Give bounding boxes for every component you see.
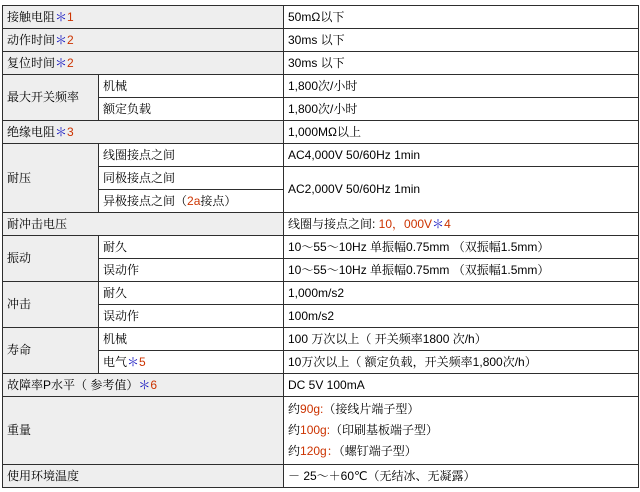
spec-name-cell [3,144,99,213]
text-segment: － 25～＋60℃（无结冰、无凝露） [288,468,476,483]
text-segment: 机械 [103,78,128,93]
text-segment: ＊ [55,124,68,139]
text-segment: ＊ [432,216,445,231]
text-segment: 10，000V [378,216,433,231]
spec-subname-cell [99,190,284,213]
spec-value-cell [284,98,639,121]
text-segment: 100 万次以上（ 开关频率1800 次/h） [288,331,487,346]
spec-name-cell [3,374,284,397]
spec-value-cell [284,397,639,465]
text-segment: （印刷基板端子型） [330,423,439,437]
spec-value-cell [284,305,639,328]
text-segment: 振动 [7,251,32,265]
spec-row-3 [3,75,639,98]
spec-subname-cell [99,259,284,282]
spec-value-cell [284,465,639,488]
spec-subname-cell [99,98,284,121]
spec-value-cell [284,374,639,397]
spec-value-cell [284,29,639,52]
spec-row-14 [3,328,639,351]
text-segment: 故障率P水平（ 参考值） [7,377,139,392]
spec-value-cell [284,351,639,374]
text-segment: 50mΩ以下 [288,9,345,24]
spec-row-7 [3,167,639,190]
text-segment: 3 [67,124,74,139]
text-segment: 1,800次/小时 [288,78,358,93]
text-segment: 误动作 [103,262,140,277]
spec-row-11 [3,259,639,282]
spec-value-cell [284,121,639,144]
text-segment: 10～55～10Hz 单振幅0.75mm （双振幅1.5mm） [288,239,550,254]
text-segment: 30ms 以下 [288,32,345,47]
spec-value-cell [284,282,639,305]
spec-value-cell [284,75,639,98]
text-segment: 30ms 以下 [288,55,345,70]
spec-row-4 [3,98,639,121]
text-segment: 接点） [200,193,237,208]
text-segment: 耐压 [7,170,32,185]
text-segment: 线圈与接点之间: [288,216,379,231]
text-segment: 100m/s2 [288,308,335,323]
spec-name-cell [3,29,284,52]
text-segment: 机械 [103,331,128,346]
text-segment: 耐久 [103,285,128,300]
text-segment: 异极接点之间（ [103,193,188,208]
spec-value-cell [284,6,639,29]
spec-name-cell [3,6,284,29]
text-segment: AC2,000V 50/60Hz 1min [288,182,421,196]
text-segment: 100g: [300,423,331,437]
text-segment: 约 [288,444,301,458]
text-segment: 90g: [300,402,324,416]
text-segment: 冲击 [7,297,32,311]
spec-value-cell [284,167,639,213]
spec-value-cell [284,236,639,259]
text-segment: 同极接点之间 [103,170,176,185]
text-segment: 2 [67,55,74,70]
spec-name-cell [3,213,284,236]
text-segment: 最大开关频率 [7,90,80,104]
text-segment: 10万次以上（ 额定负载，开关频率1,800次/h） [288,354,537,369]
spec-subname-cell [99,305,284,328]
text-segment: ＊ [55,55,68,70]
spec-row-9 [3,213,639,236]
spec-subname-cell [99,75,284,98]
spec-name-cell [3,397,284,465]
spec-row-1 [3,29,639,52]
text-segment: 寿命 [7,343,32,357]
text-segment: DC 5V 100mA [288,377,365,392]
text-segment: 重量 [7,423,32,437]
text-segment: 电气 [103,354,128,369]
text-segment: 约 [288,423,301,437]
spec-subname-cell [99,328,284,351]
spec-subname-cell [99,351,284,374]
spec-row-6 [3,144,639,167]
spec-name-cell [3,282,99,328]
spec-name-cell [3,328,99,374]
spec-row-0 [3,6,639,29]
spec-value-cell [284,144,639,167]
spec-row-5 [3,121,639,144]
spec-row-17 [3,397,639,465]
text-segment: 1,800次/小时 [288,101,358,116]
text-segment: 误动作 [103,308,140,323]
text-segment: 1,000m/s2 [288,285,345,300]
text-segment: 1 [67,9,74,24]
text-segment: ＊ [55,32,68,47]
spec-name-cell [3,236,99,282]
spec-value-cell [284,328,639,351]
spec-name-cell [3,465,284,488]
text-segment: （接线片端子型） [323,402,420,416]
spec-subname-cell [99,144,284,167]
spec-value-cell [284,259,639,282]
text-segment: ＊ [55,9,68,24]
value-line [288,441,634,462]
value-line [288,420,634,441]
text-segment: 额定负载 [103,101,152,116]
spec-subname-cell [99,282,284,305]
text-segment: 5 [139,354,146,369]
spec-name-cell [3,52,284,75]
spec-row-2 [3,52,639,75]
text-segment: 6 [150,377,158,392]
text-segment: （螺钉端子型） [338,444,417,458]
spec-row-16 [3,374,639,397]
text-segment: 耐久 [103,239,128,254]
spec-name-cell [3,121,284,144]
spec-row-10 [3,236,639,259]
text-segment: 1,000MΩ以上 [288,124,361,139]
text-segment: 2a [187,193,201,208]
spec-row-13 [3,305,639,328]
text-segment: 2 [67,32,74,47]
text-segment: 使用环境温度 [7,468,80,483]
text-segment: 动作时间 [7,32,56,47]
spec-row-15 [3,351,639,374]
spec-subname-cell [99,167,284,190]
value-line [288,399,634,420]
text-segment: 120g： [300,444,339,458]
text-segment: ＊ [138,377,151,392]
spec-row-18 [3,465,639,488]
spec-subname-cell [99,236,284,259]
spec-name-cell [3,75,99,121]
text-segment: 复位时间 [7,55,56,70]
text-segment: AC4,000V 50/60Hz 1min [288,147,421,162]
text-segment: 线圈接点之间 [103,147,176,162]
spec-table [2,5,639,488]
text-segment: ＊ [127,354,140,369]
text-segment: 10～55～10Hz 单振幅0.75mm （双振幅1.5mm） [288,262,550,277]
text-segment: 约 [288,402,301,416]
spec-value-cell [284,52,639,75]
text-segment: 接触电阻 [7,9,56,24]
spec-value-cell [284,213,639,236]
text-segment: 耐冲击电压 [7,216,68,231]
spec-row-12 [3,282,639,305]
text-segment: 绝缘电阻 [7,124,56,139]
text-segment: 4 [444,216,451,231]
